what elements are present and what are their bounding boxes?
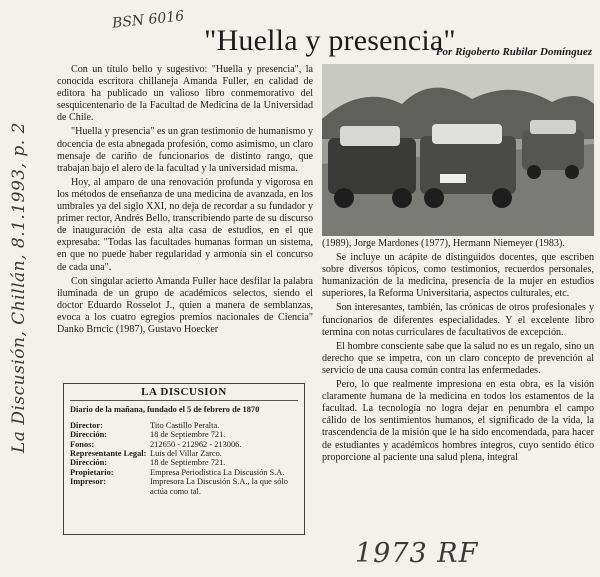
masthead-value: Impresora La Discusión S.A., la que sólo actúa como tal.	[150, 477, 288, 496]
masthead-value: 18 de Septiembre 721.	[150, 430, 226, 440]
masthead-value: Tito Castillo Peralta.	[150, 420, 220, 430]
masthead-label: Dirección:	[70, 430, 108, 440]
handwritten-stamp-note: BSN 6016	[111, 8, 185, 32]
masthead-label: Fonos:	[70, 439, 95, 449]
masthead-founded: Diario de la mañana, fundado el 5 de febrero de 1870	[70, 405, 260, 415]
masthead-label: Representante Legal:	[70, 449, 147, 459]
handwritten-reference-number: 1973 RF	[355, 538, 479, 569]
masthead-row	[70, 449, 298, 458]
masthead-value: Empresa Periodística La Discusión S.A.	[150, 467, 285, 477]
masthead-label: Impresor:	[70, 477, 107, 487]
masthead-label: Propietario:	[70, 467, 114, 477]
masthead-name: LA DISCUSION	[70, 388, 298, 401]
newspaper-masthead-box	[63, 383, 305, 535]
paragraph: Pero, lo que realmente impresiona en esta obra, es la visión claramente humana de la medicina en todos los estamentos de la facultad. La tecnología no logra dejar en penumbra el campo cálido de los sentimientos humanos, el significado de la vida, la trascendencia de la misión que le ha sido encomendada, para hacer de estudiantes y académicos hombres íntegros, cuyo sentido ético proporcione al paciente una salud plena, integral	[322, 379, 594, 463]
paragraph: "Huella y presencia" es un gran testimonio de humanismo y docencia de esta abnegada profesión, como asimismo, un claro mensaje de cariño de funcionarios de distinto rango, que trabajan bajo el alero de la facultad y la universidad misma.	[57, 126, 313, 174]
paragraph: Son interesantes, también, las crónicas de otros profesionales y funcionarios de diferentes especialidades. Y el excelente libro termina con notas curriculares de facultativos de excepción.	[322, 302, 594, 338]
paragraph: El hombre consciente sabe que la salud no es un regalo, sino un derecho que se impetra, con un claro concepto de prevención al servicio de una causa común contra las enfermedades.	[322, 340, 594, 376]
masthead-label: Dirección:	[70, 458, 108, 468]
masthead-row	[70, 458, 298, 467]
masthead-row	[70, 430, 298, 439]
paragraph: Con un título bello y sugestivo: "Huella y presencia", la conocida escritora chillaneja Amanda Fuller, en calidad de editora ha publicado un valioso libro conmemorativo del sesquicentenario de la Facultad de Medicina de la Universidad de Chile.	[57, 64, 313, 124]
paragraph: Se incluye un acápite de distinguidos docentes, que escriben sobre diversos tópicos, como testimonios, recuerdos personales, humanización de la medicina, presencia de la mujer en estudios superiores, la Reforma Universitaria, aspectos culturales, etc.	[322, 252, 594, 300]
masthead-row	[70, 440, 298, 449]
article-left-column	[57, 64, 313, 382]
masthead-value: Luis del Villar Zarco.	[150, 449, 222, 459]
masthead-value: 212650 - 212962 - 213006.	[150, 439, 242, 449]
paragraph: Hoy, al amparo de una renovación profunda y vigorosa en los métodos de enseñanza de una medicina de avanzada, en los umbrales ya del siglo XXI, no deja de recordar a su fundador y primer rector, Andrés Bello, transcribiendo parte de su discurso de inauguración de esta alta casa de estudios, en el que expresaba: "Todas las facultades humanas forman un sistema, en que no puede haber regularidad y armonía sin el concurso de cada una".	[57, 176, 313, 273]
masthead-row	[70, 421, 298, 430]
masthead-label: Director:	[70, 420, 103, 430]
handwritten-margin-note: La Discusión, Chillán, 8.1.1993, p. 2	[9, 122, 29, 453]
masthead-row	[70, 477, 298, 496]
article-byline: Por Rigoberto Rubilar Domínguez	[435, 46, 592, 58]
photo-cars-on-road-image	[322, 64, 594, 236]
masthead-row	[70, 468, 298, 477]
paragraph-continuation: (1989), Jorge Mardones (1977), Hermann Niemeyer (1983).	[322, 238, 565, 249]
article-title: "Huella y presencia"	[204, 24, 456, 58]
article-right-column	[322, 238, 594, 538]
article-photo	[322, 64, 594, 236]
paragraph: Con singular acierto Amanda Fuller hace desfilar la palabra iluminada de un grupo de académicos selectos, siendo el doctor Eduardo Rosselot J., quien a manera de semblanzas, evoca a los cuatro egregios premios nacionales de Ciencia" Danko Brncic (1987), Gustavo Hoecker	[57, 275, 313, 335]
masthead-value: 18 de Septiembre 721.	[150, 458, 226, 468]
